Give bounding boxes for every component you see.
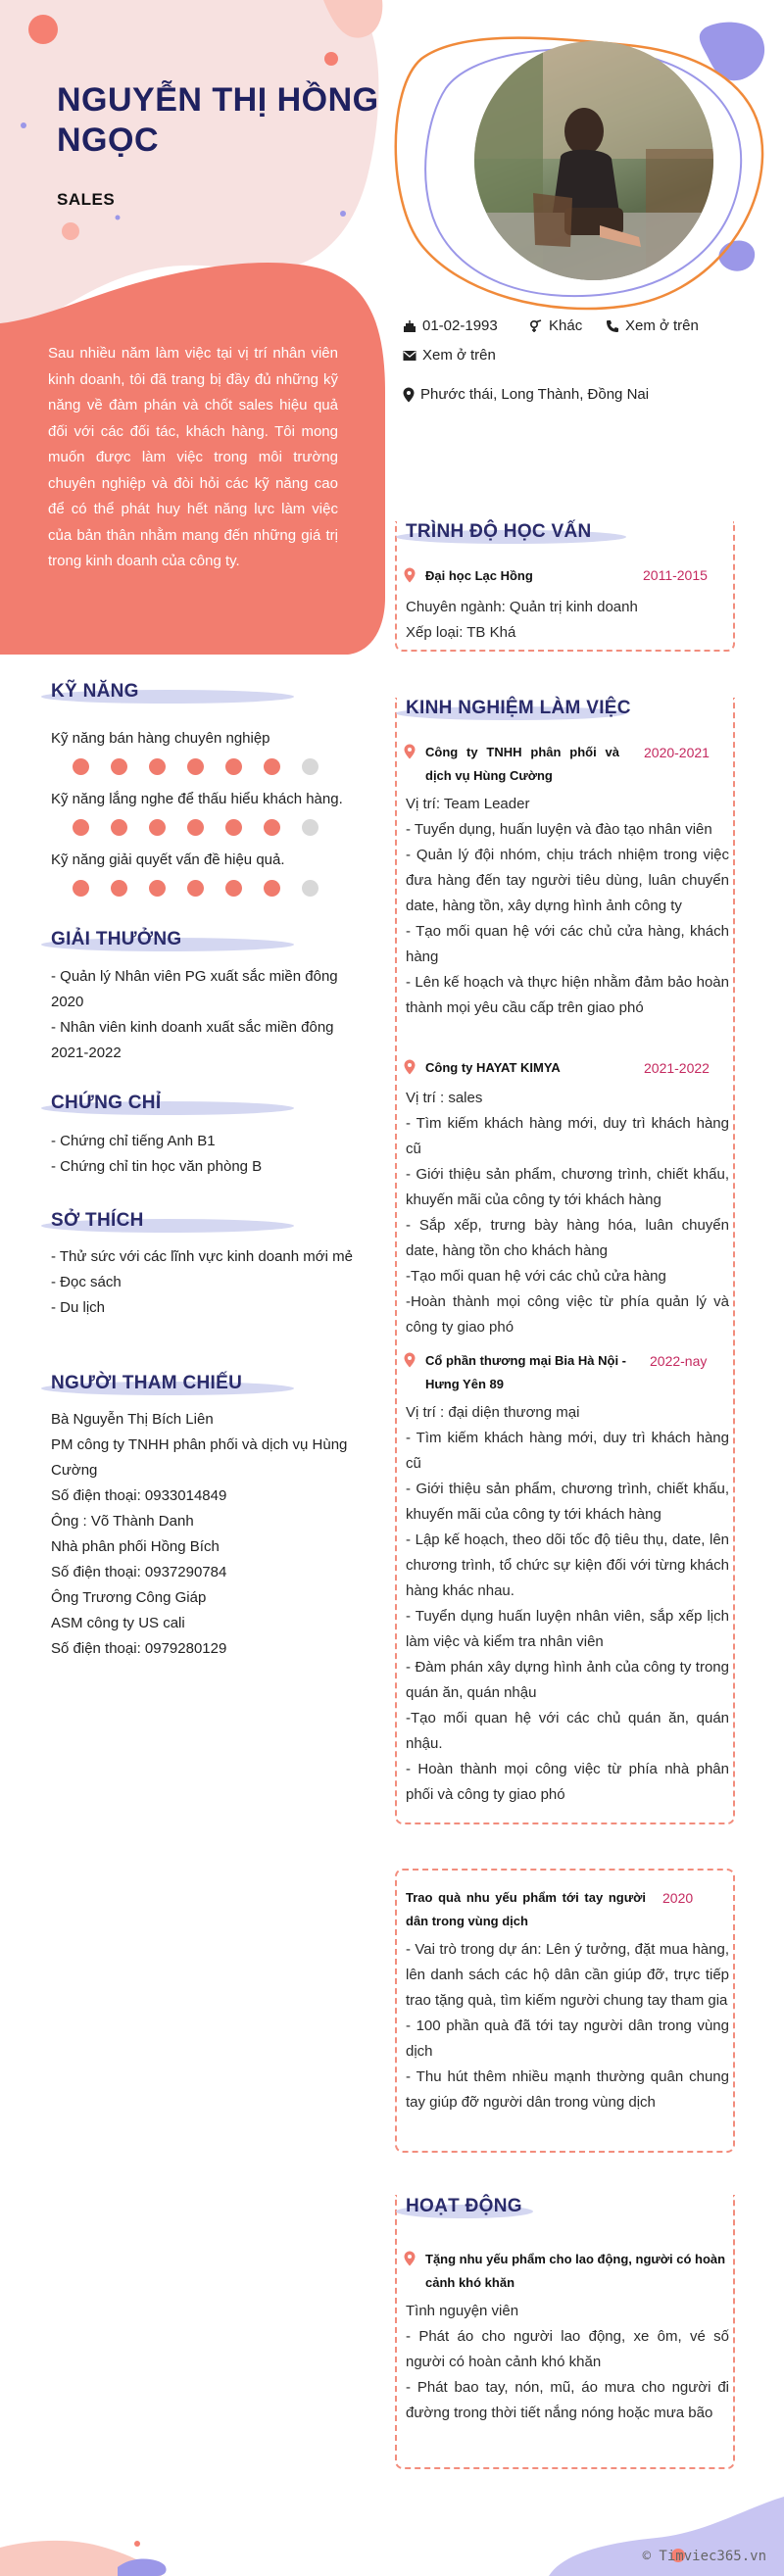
reference-line: Ông Trương Công Giáp xyxy=(51,1589,207,1606)
job-3-line: -Tạo mối quan hệ với các chủ quán ăn, quán nhậu. xyxy=(406,1710,729,1752)
job-2-line: -Hoàn thành mọi công việc từ phía quản lý và công ty giao phó xyxy=(406,1293,729,1336)
rating-dot-filled xyxy=(149,819,166,836)
job-3-line: - Hoàn thành mọi công việc từ phía nhà phân phối và công ty giao phó xyxy=(406,1761,729,1803)
award-item: - Quản lý Nhân viên PG xuất sắc miền đông 2020 xyxy=(51,968,338,1010)
education-date: 2011-2015 xyxy=(643,567,708,583)
job-position: SALES xyxy=(57,190,116,209)
address-value: Phước thái, Long Thành, Đồng Nai xyxy=(420,386,650,403)
reference-line: Bà Nguyễn Thị Bích Liên xyxy=(51,1411,214,1428)
job-3-line: - Giới thiệu sản phẩm, chương trình, chiết khấu, khuyến mãi của công ty tới khách hàng xyxy=(406,1481,729,1523)
rating-dot-filled xyxy=(73,880,89,897)
job-1-company-name: Công ty TNHH phân phối và dịch vụ Hùng Cường xyxy=(425,745,619,783)
certificates-list xyxy=(51,1129,355,1180)
skill-1-rating xyxy=(73,758,340,775)
job-1-line: - Quản lý đội nhóm, chịu trách nhiệm trong việc đưa hàng đến tay người tiêu dùng, luân chuyển date, hàng tồn, xây dựng hình ảnh công ty xyxy=(406,847,729,914)
contact-birthday xyxy=(403,317,498,334)
full-name: NGUYỄN THỊ HỒNG NGỌC xyxy=(57,81,379,159)
activity-details xyxy=(406,2299,729,2426)
project-date: 2020 xyxy=(662,1890,694,1906)
hobbies-list xyxy=(51,1244,355,1321)
email-icon xyxy=(403,350,416,362)
certificate-item: - Chứng chỉ tiếng Anh B1 xyxy=(51,1133,216,1149)
activity-line: - Phát bao tay, nón, mũ, áo mưa cho người đi đường trong thời tiết nắng nóng hoặc mưa bão xyxy=(406,2379,729,2421)
job-2-line: Vị trí : sales xyxy=(406,1090,483,1106)
award-item: - Nhân viên kinh doanh xuất sắc miền đông 2021-2022 xyxy=(51,1019,334,1061)
activities-title: HOẠT ĐỘNG xyxy=(406,2196,522,2216)
reference-line: Số điện thoại: 0979280129 xyxy=(51,1640,227,1657)
birthday-value: 01-02-1993 xyxy=(422,317,498,334)
rating-dot-filled xyxy=(187,880,204,897)
hobby-item: - Thử sức với các lĩnh vực kinh doanh mới mẻ xyxy=(51,1248,353,1265)
education-title: TRÌNH ĐỘ HỌC VẤN xyxy=(406,521,592,542)
project-line: - Vai trò trong dự án: Lên ý tưởng, đặt mua hàng, lên danh sách các hộ dân cần giúp đỡ, trực tiếp trao tặng quà, tìm kiếm người chung tay tham gia xyxy=(406,1941,729,2009)
awards-list xyxy=(51,964,355,1066)
references-list xyxy=(51,1407,355,1662)
skill-2-rating xyxy=(73,819,340,836)
job-1-line: - Tuyển dụng, huấn luyện và đào tạo nhân viên xyxy=(406,821,712,838)
contact-phone xyxy=(606,317,699,334)
job-3-line: - Tuyển dụng huấn luyện nhân viên, sắp xếp lịch làm việc và kiểm tra nhân viên xyxy=(406,1608,729,1650)
job-3-company-name: Cổ phần thương mại Bia Hà Nội - Hưng Yên 89 xyxy=(425,1353,626,1391)
rating-dot-filled xyxy=(187,758,204,775)
rating-dot-filled xyxy=(264,758,280,775)
phone-icon xyxy=(606,319,619,333)
job-3-line: - Lập kế hoạch, theo dõi tốc độ tiêu thụ, date, lên chương trình, tổ chức sự kiện đối với từng khách hàng khác nhau. xyxy=(406,1531,729,1599)
rating-dot-filled xyxy=(225,758,242,775)
gender-value: Khác xyxy=(549,317,583,334)
activity-line: - Phát áo cho người lao động, xe ôm, vé số người có hoàn cảnh khó khăn xyxy=(406,2328,729,2370)
job-2-line: -Tạo mối quan hệ với các chủ cửa hàng xyxy=(406,1268,666,1285)
hobby-item: - Đọc sách xyxy=(51,1274,122,1290)
project-name xyxy=(406,1886,646,1933)
job-1-date: 2020-2021 xyxy=(644,745,710,760)
rating-dot-filled xyxy=(149,880,166,897)
cake-icon xyxy=(403,319,416,333)
rating-dot-filled xyxy=(73,758,89,775)
job-1-line: - Tạo mối quan hệ với các chủ cửa hàng, khách hàng xyxy=(406,923,729,965)
gender-icon xyxy=(529,319,543,333)
job-2-line: - Sắp xếp, trưng bày hàng hóa, luân chuyển date, hàng tồn cho khách hàng xyxy=(406,1217,729,1259)
experience-title: KINH NGHIỆM LÀM VIỆC xyxy=(406,698,631,718)
education-details xyxy=(406,595,729,646)
job-3-line: - Tìm kiếm khách hàng mới, duy trì khách hàng cũ xyxy=(406,1430,729,1472)
job-1-line: - Lên kế hoạch và thực hiện nhằm đảm bảo hoàn thành mọi yêu cầu cấp trên giao phó xyxy=(406,974,729,1016)
reference-line: ASM công ty US cali xyxy=(51,1615,185,1631)
project-line: - Thu hút thêm nhiều mạnh thường quân chung tay giúp đỡ người dân trong vùng dịch xyxy=(406,2068,729,2111)
footer-watermark: © Timviec365.vn xyxy=(642,2549,766,2564)
job-3-line: - Đàm phán xây dựng hình ảnh của công ty trong quán ăn, quán nhậu xyxy=(406,1659,729,1701)
rating-dot-empty xyxy=(302,880,318,897)
contact-gender xyxy=(529,317,582,334)
education-grade: Xếp loại: TB Khá xyxy=(406,624,516,641)
job-1-company xyxy=(404,741,619,788)
rating-dot-empty xyxy=(302,758,318,775)
rating-dot-filled xyxy=(264,819,280,836)
school-name: Đại học Lạc Hồng xyxy=(425,568,533,583)
rating-dot-filled xyxy=(264,880,280,897)
references-title: NGƯỜI THAM CHIẾU xyxy=(51,1373,243,1393)
avatar-illustration xyxy=(474,41,713,280)
rating-dot-filled xyxy=(225,880,242,897)
job-2-company-name: Công ty HAYAT KIMYA xyxy=(425,1060,561,1075)
location-pin-icon xyxy=(404,1352,416,1368)
location-pin-icon xyxy=(404,2251,416,2266)
certificates-title: CHỨNG CHỈ xyxy=(51,1093,162,1113)
job-3-date: 2022-nay xyxy=(650,1353,708,1369)
activity-name xyxy=(404,2248,732,2295)
contact-address xyxy=(403,386,649,403)
awards-title: GIẢI THƯỞNG xyxy=(51,929,182,949)
skills-title: KỸ NĂNG xyxy=(51,681,139,702)
location-icon xyxy=(403,387,415,403)
reference-line: Nhà phân phối Hồng Bích xyxy=(51,1538,220,1555)
project-line: - 100 phần quà đã tới tay người dân trong vùng dịch xyxy=(406,2017,729,2060)
job-2-line: - Tìm kiếm khách hàng mới, duy trì khách hàng cũ xyxy=(406,1115,729,1157)
reference-line: PM công ty TNHH phân phối và dịch vụ Hùng Cường xyxy=(51,1436,348,1479)
reference-line: Số điện thoại: 0937290784 xyxy=(51,1564,227,1580)
job-1-details xyxy=(406,792,729,1021)
skill-1-name: Kỹ năng bán hàng chuyên nghiệp xyxy=(51,730,270,747)
summary-text: Sau nhiều năm làm việc tại vị trí nhân viên kinh doanh, tôi đã trang bị đầy đủ những kỹ năng về đàm phán và chốt sales hiệu quả đối với các đối tác, khách hàng. Tôi mong muốn được làm việc trong môi trường chuyên nghiệp và đòi hỏi các kỹ năng cao để có thể phát huy hết năng lực làm việc của bản thân nhằm mang đến những giá trị trong kinh doanh của công ty. xyxy=(48,345,338,569)
rating-dot-filled xyxy=(187,819,204,836)
rating-dot-filled xyxy=(111,880,127,897)
contact-email xyxy=(403,347,496,364)
job-2-date: 2021-2022 xyxy=(644,1060,710,1076)
rating-dot-filled xyxy=(73,819,89,836)
project-name-text: Trao quà nhu yếu phẩm tới tay người dân trong vùng dịch xyxy=(406,1890,646,1928)
job-3-line: Vị trí : đại diện thương mại xyxy=(406,1404,580,1421)
skill-2-name: Kỹ năng lắng nghe để thấu hiểu khách hàng. xyxy=(51,791,343,807)
rating-dot-filled xyxy=(111,758,127,775)
activity-line: Tình nguyện viên xyxy=(406,2303,519,2319)
hobbies-title: SỞ THÍCH xyxy=(51,1210,144,1231)
rating-dot-filled xyxy=(225,819,242,836)
phone-value: Xem ở trên xyxy=(625,317,699,334)
avatar xyxy=(474,41,713,280)
reference-line: Số điện thoại: 0933014849 xyxy=(51,1487,227,1504)
location-pin-icon xyxy=(404,1059,416,1075)
rating-dot-filled xyxy=(149,758,166,775)
skill-3-rating xyxy=(73,880,340,897)
rating-dot-empty xyxy=(302,819,318,836)
job-2-line: - Giới thiệu sản phẩm, chương trình, chiết khấu, khuyến mãi của công ty tới khách hàng xyxy=(406,1166,729,1208)
job-3-details xyxy=(406,1400,729,1808)
education-major: Chuyên ngành: Quản trị kinh doanh xyxy=(406,599,638,615)
location-pin-icon xyxy=(404,567,416,583)
job-1-line: Vị trí: Team Leader xyxy=(406,796,530,812)
job-2-details xyxy=(406,1086,729,1340)
rating-dot-filled xyxy=(111,819,127,836)
job-3-company xyxy=(404,1349,629,1396)
reference-line: Ông : Võ Thành Danh xyxy=(51,1513,194,1530)
location-pin-icon xyxy=(404,744,416,759)
education-school xyxy=(404,564,533,588)
job-2-company xyxy=(404,1056,561,1080)
certificate-item: - Chứng chỉ tin học văn phòng B xyxy=(51,1158,263,1175)
skill-3-name: Kỹ năng giải quyết vấn đề hiệu quả. xyxy=(51,851,285,868)
project-details xyxy=(406,1937,729,2115)
hobby-item: - Du lịch xyxy=(51,1299,106,1316)
email-value: Xem ở trên xyxy=(422,347,496,364)
activity-name-text: Tặng nhu yếu phẩm cho lao động, người có hoàn cảnh khó khăn xyxy=(425,2252,726,2290)
